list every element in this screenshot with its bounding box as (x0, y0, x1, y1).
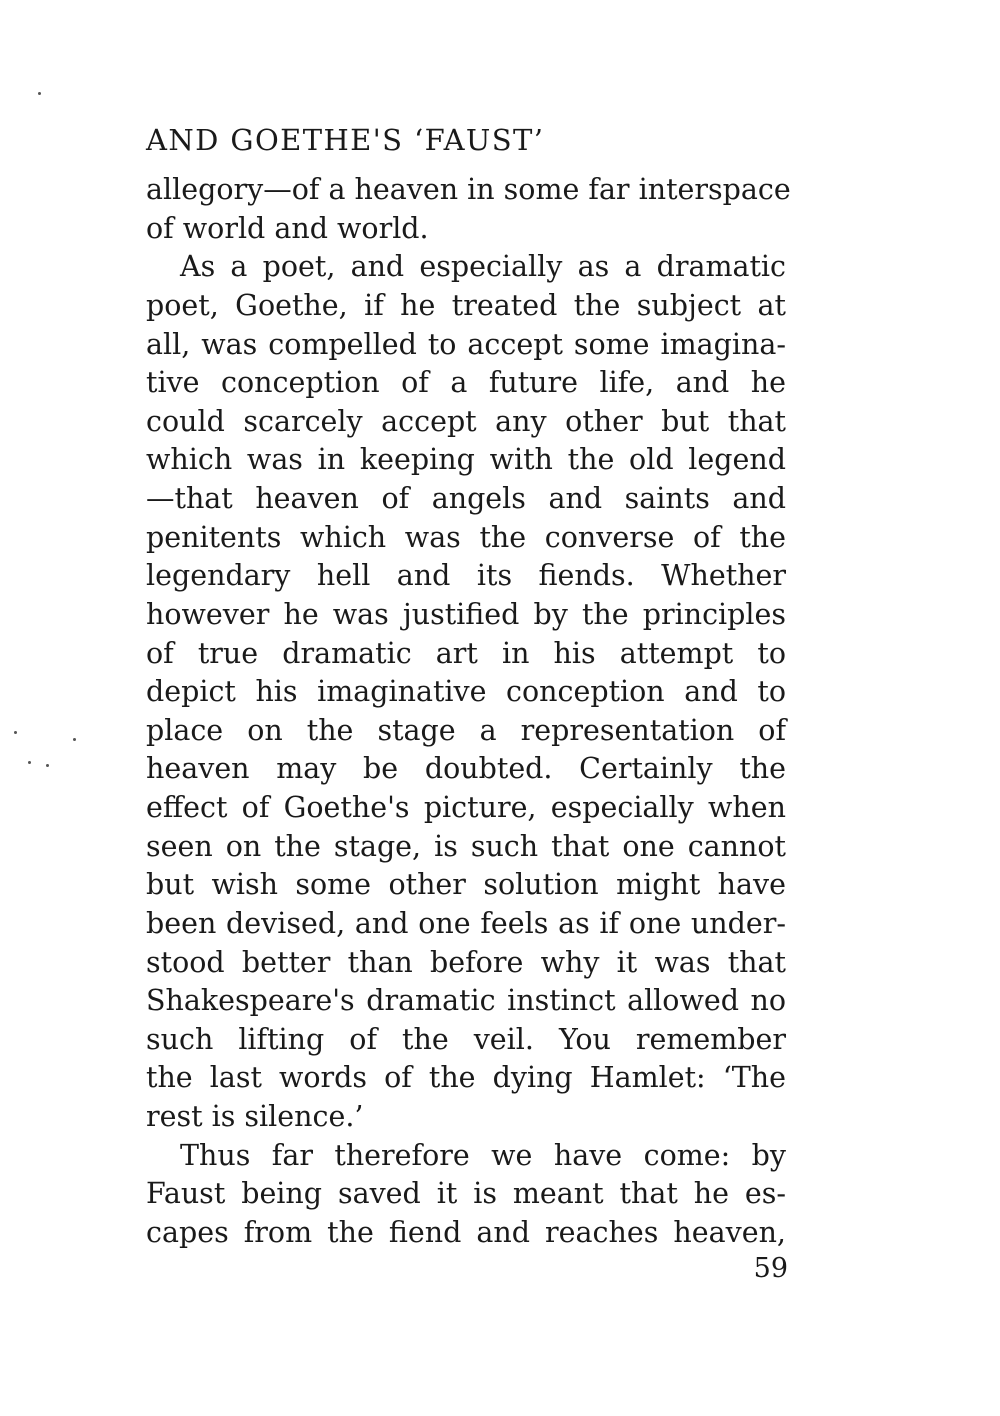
text-line: been devised, and one feels as if one under- (146, 907, 786, 940)
paragraph-first-line: Thus far therefore we have come: by (180, 1139, 786, 1172)
text-line: effect of Goethe's picture, especially when (146, 791, 786, 824)
text-line: place on the stage a representation of (146, 714, 786, 747)
text-line: such lifting of the veil. You remember (146, 1023, 786, 1056)
text-line: seen on the stage, is such that one cannot (146, 830, 786, 863)
text-line: stood better than before why it was that (146, 946, 786, 979)
text-line: Faust being saved it is meant that he es- (146, 1177, 786, 1210)
scan-speck (46, 764, 49, 767)
running-head: AND GOETHE'S ‘FAUST’ (146, 123, 545, 157)
text-line: penitents which was the converse of the (146, 521, 786, 554)
text-line: rest is silence.’ (146, 1100, 364, 1133)
text-line: legendary hell and its fiends. Whether (146, 559, 786, 592)
text-line: depict his imaginative conception and to (146, 675, 786, 708)
scan-speck (14, 731, 17, 734)
text-line: the last words of the dying Hamlet: ‘The (146, 1061, 786, 1094)
text-line: but wish some other solution might have (146, 868, 786, 901)
text-line: heaven may be doubted. Certainly the (146, 752, 786, 785)
text-line: allegory—of a heaven in some far interspace (146, 173, 791, 206)
text-line: —that heaven of angels and saints and (146, 482, 786, 515)
text-line: however he was justified by the principles (146, 598, 786, 631)
text-line: capes from the fiend and reaches heaven, (146, 1216, 786, 1249)
scan-speck (73, 738, 76, 741)
text-line: could scarcely accept any other but that (146, 405, 786, 438)
scan-speck (28, 761, 31, 764)
text-line: of true dramatic art in his attempt to (146, 637, 786, 670)
text-line: all, was compelled to accept some imagina- (146, 328, 786, 361)
text-line: poet, Goethe, if he treated the subject at (146, 289, 786, 322)
text-line: which was in keeping with the old legend (146, 443, 786, 476)
scan-speck (38, 92, 41, 95)
text-line: of world and world. (146, 212, 429, 245)
page-number: 59 (753, 1253, 788, 1284)
text-line: tive conception of a future life, and he (146, 366, 786, 399)
text-line: Shakespeare's dramatic instinct allowed no (146, 984, 786, 1017)
paragraph-first-line: As a poet, and especially as a dramatic (180, 250, 786, 283)
